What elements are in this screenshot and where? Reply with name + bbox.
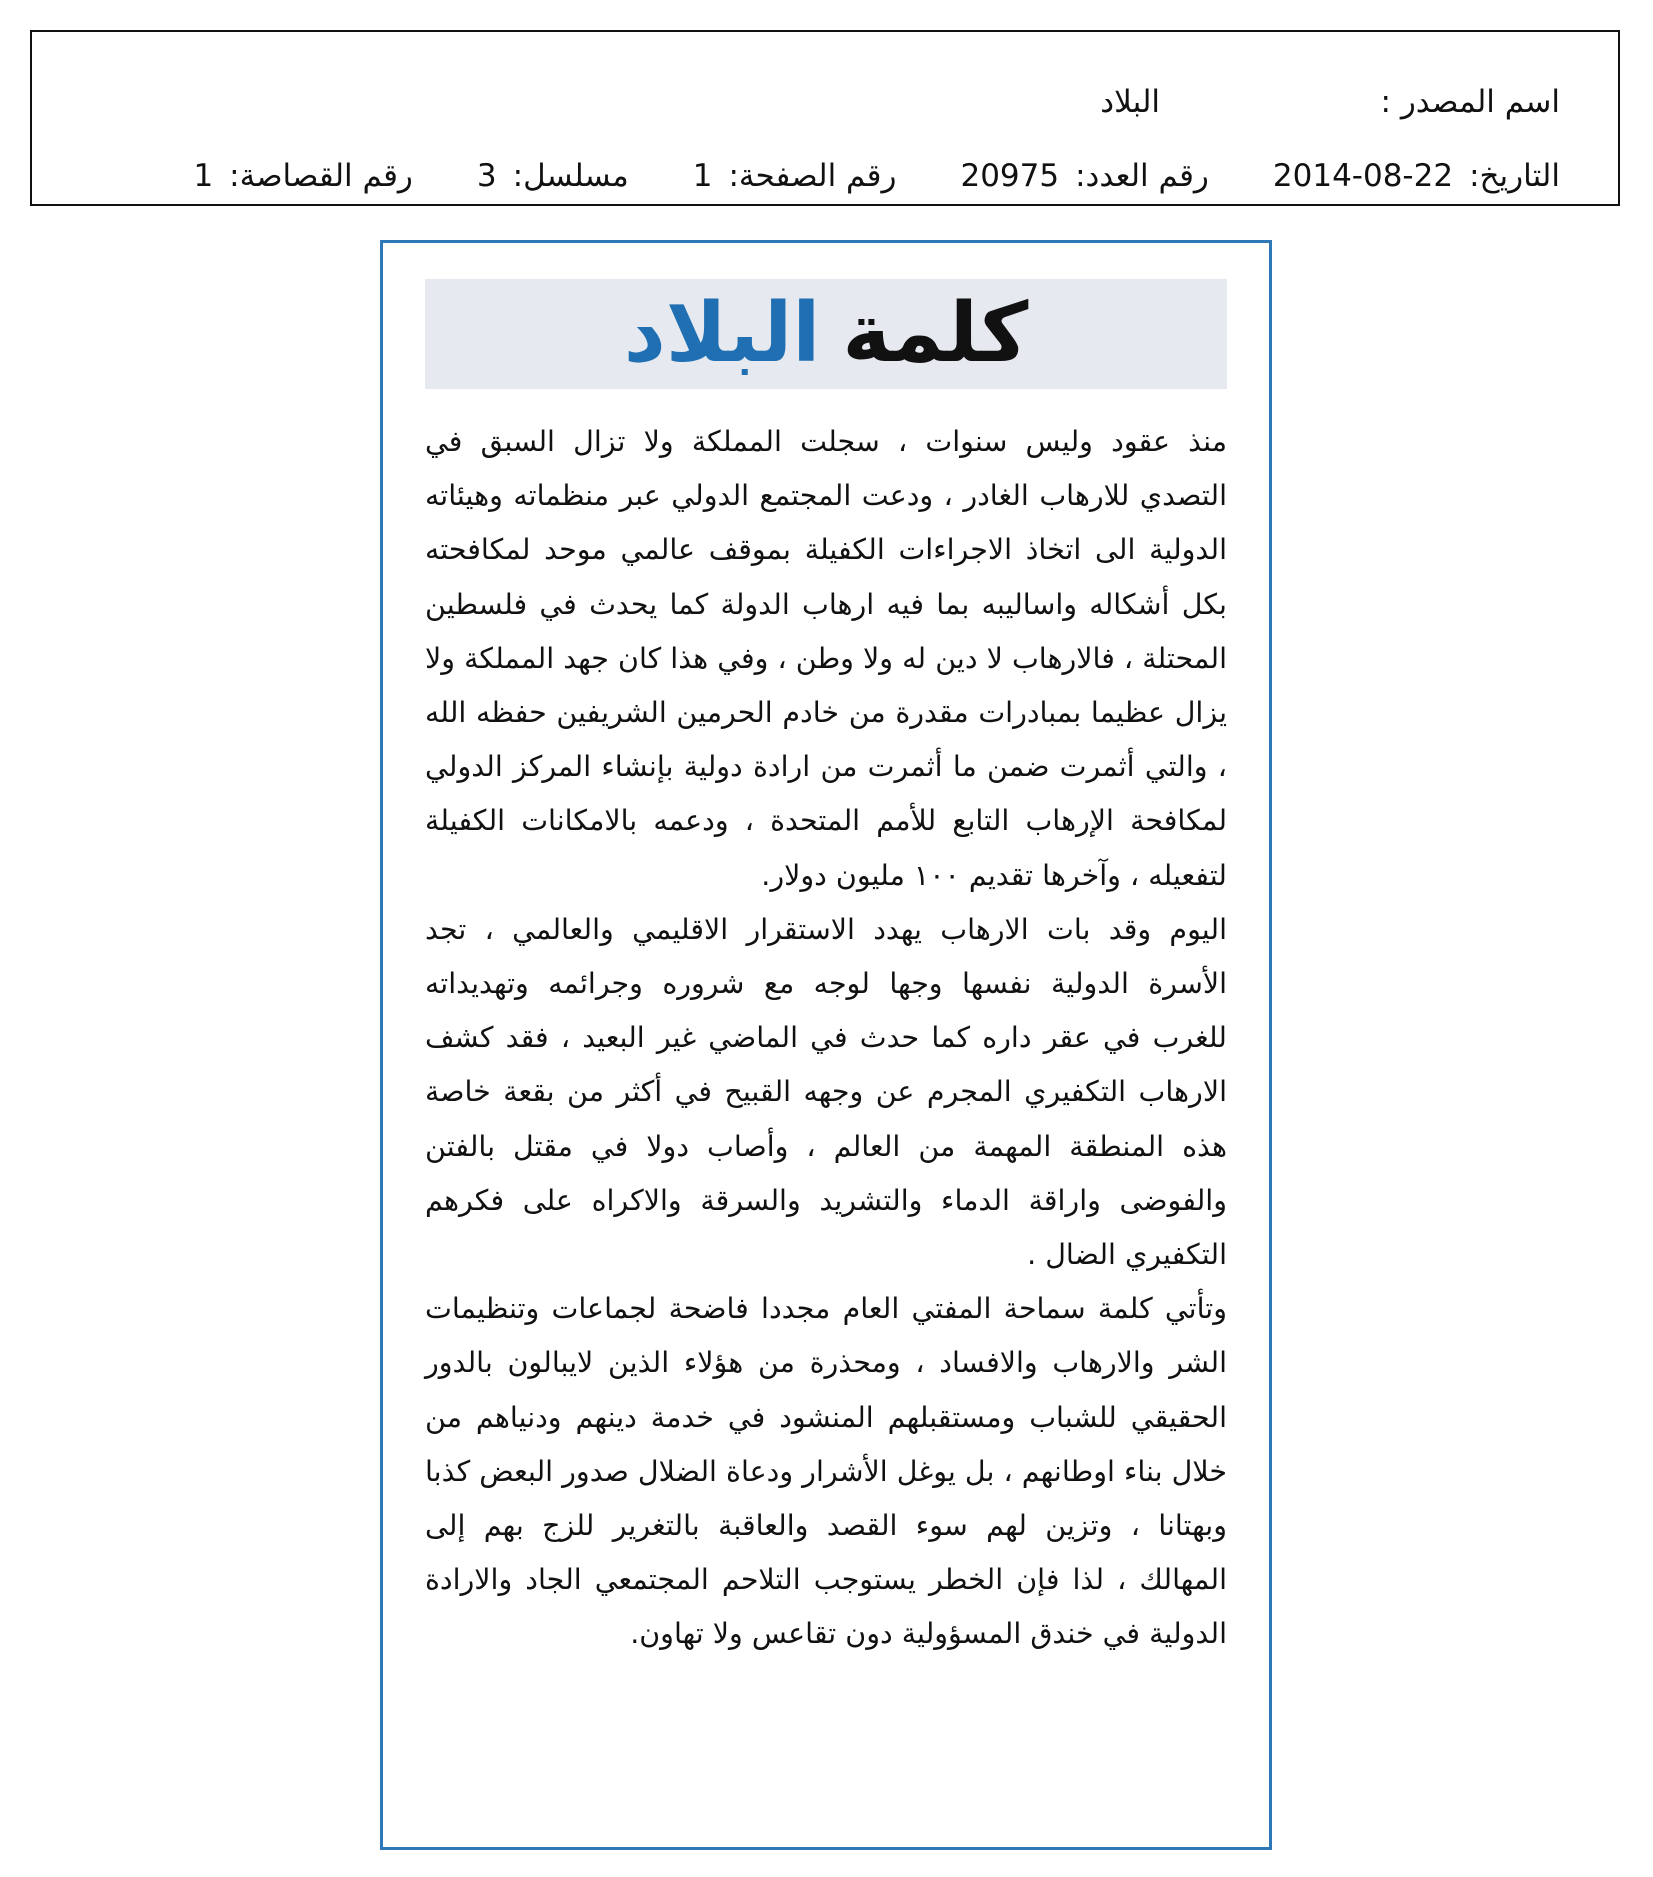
source-label: اسم المصدر :	[1380, 84, 1560, 120]
clip-value: 1	[193, 158, 214, 194]
clip-field	[193, 158, 412, 194]
article-body	[425, 415, 1227, 1662]
date-label: التاريخ:	[1469, 158, 1560, 194]
article-paragraph-2: اليوم وقد بات الارهاب يهدد الاستقرار الاقليمي والعالمي ، تجد الأسرة الدولية نفسها وجها لوجه مع شروره وجرائمه وتهديداته للغرب في عقر داره كما حدث في الماضي غير البعيد ، فقد كشف الارهاب التكفيري المجرم عن وجهه القبيح في أكثر من بقعة خاصة هذه المنطقة المهمة من العالم ، وأصاب دولا في مقتل بالفتن والفوضى واراقة الدماء والتشريد والسرقة والاكراه على فكرهم التكفيري الضال .	[425, 912, 1227, 1272]
issue-label: رقم العدد:	[1075, 158, 1209, 194]
date-field	[1273, 158, 1560, 194]
header-word-albilad: البلاد	[623, 286, 821, 381]
serial-field	[477, 158, 629, 194]
article-paragraph-1: منذ عقود وليس سنوات ، سجلت المملكة ولا تزال السبق في التصدي للارهاب الغادر ، ودعت المجتمع الدولي عبر منظماته وهيئاته الدولية الى اتخاذ الاجراءات الكفيلة بموقف عالمي موحد لمكافحته بكل أشكاله واساليبه بما فيه ارهاب الدولة كما يحدث في فلسطين المحتلة ، فالارهاب لا دين له ولا وطن ، وفي هذا كان جهد المملكة ولا يزال عظيما بمبادرات مقدرة من خادم الحرمين الشريفين حفظه الله ، والتي أثمرت ضمن ما أثمرت من ارادة دولية بإنشاء المركز الدولي لمكافحة الإرهاب التابع للأمم المتحدة ، ودعمه بالامكانات الكفيلة لتفعيله ، وآخرها تقديم ١٠٠ مليون دولار.	[425, 425, 1227, 892]
date-value: 2014-08-22	[1272, 158, 1454, 194]
serial-value: 3	[476, 158, 497, 194]
details-line	[82, 154, 1560, 198]
article-header	[425, 279, 1227, 389]
issue-field	[960, 158, 1208, 194]
source-line	[82, 80, 1560, 124]
page-field	[693, 158, 897, 194]
page-value: 1	[692, 158, 713, 194]
clip-label: رقم القصاصة:	[229, 158, 413, 194]
serial-label: مسلسل:	[512, 158, 629, 194]
source-value: البلاد	[1100, 84, 1160, 120]
clipping-metadata-box	[30, 30, 1620, 206]
header-word-kalimat: كلمة	[842, 286, 1029, 381]
source-field	[1160, 84, 1560, 120]
issue-value: 20975	[960, 158, 1060, 194]
source-value-field	[1100, 84, 1160, 120]
page-label: رقم الصفحة:	[728, 158, 897, 194]
article-clipping	[380, 240, 1272, 1850]
article-paragraph-3: وتأتي كلمة سماحة المفتي العام مجددا فاضحة لجماعات وتنظيمات الشر والارهاب والافساد ، ومحذرة من هؤلاء الذين لايبالون بالدور الحقيقي للشباب ومستقبلهم المنشود في خدمة دينهم ودنياهم من خلال بناء اوطانهم ، بل يوغل الأشرار ودعاة الضلال صدور البعض كذبا وبهتانا ، وتزين لهم سوء القصد والعاقبة بالتغرير للزج بهم إلى المهالك ، لذا فإن الخطر يستوجب التلاحم المجتمعي الجاد والارادة الدولية في خندق المسؤولية دون تقاعس ولا تهاون.	[425, 1292, 1227, 1651]
